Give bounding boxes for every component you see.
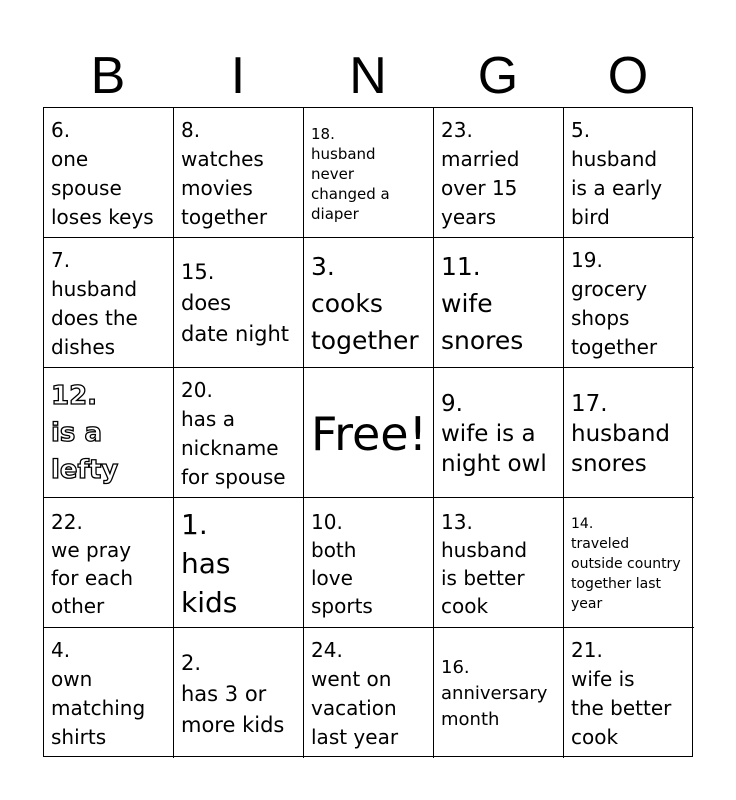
cell-text: 6. one spouse loses keys	[51, 117, 154, 229]
header-letter-g: G	[477, 47, 519, 105]
cell-text: 11. wife snores	[441, 252, 524, 355]
cell-text: 8. watches movies together	[181, 117, 268, 229]
cell-text: 19. grocery shops together	[571, 247, 658, 359]
bingo-cell[interactable]	[44, 238, 174, 368]
bingo-cell[interactable]	[434, 108, 564, 238]
bingo-cell[interactable]	[564, 498, 694, 628]
bingo-cell[interactable]	[434, 498, 564, 628]
bingo-cell[interactable]	[304, 628, 434, 758]
bingo-cell[interactable]	[44, 498, 174, 628]
cell-text: 3. cooks together	[311, 252, 419, 355]
cell-text: 22. we pray for each other	[51, 509, 134, 618]
cell-text: 14. traveled outside country together last year	[571, 515, 681, 612]
bingo-cell[interactable]	[174, 498, 304, 628]
free-space-cell[interactable]	[304, 368, 434, 498]
header-letter-o: O	[607, 47, 649, 105]
cell-text: 12. is a lefty	[51, 381, 119, 485]
cell-text: 20. has a nickname for spouse	[181, 377, 286, 489]
bingo-cell[interactable]	[174, 238, 304, 368]
cell-text: 1. has kids	[181, 508, 238, 619]
cell-text: 17. husband snores	[571, 390, 671, 477]
cell-text: 13. husband is better cook	[441, 509, 528, 618]
bingo-header	[43, 44, 693, 108]
cell-text: 10. both love sports	[311, 509, 373, 618]
bingo-cell[interactable]	[564, 368, 694, 498]
bingo-cell[interactable]	[434, 238, 564, 368]
bingo-cell[interactable]	[304, 238, 434, 368]
bingo-cell[interactable]	[174, 108, 304, 238]
bingo-cell[interactable]	[44, 108, 174, 238]
bingo-cell[interactable]	[564, 108, 694, 238]
bingo-card-grid	[43, 107, 693, 757]
free-space-text: Free!	[310, 406, 428, 461]
bingo-cell[interactable]	[174, 628, 304, 758]
bingo-cell[interactable]	[44, 628, 174, 758]
bingo-cell[interactable]	[434, 628, 564, 758]
cell-text: 24. went on vacation last year	[311, 638, 399, 749]
cell-text: 18. husband never changed a diaper	[311, 124, 390, 223]
bingo-cell[interactable]	[174, 368, 304, 498]
bingo-cell[interactable]	[304, 498, 434, 628]
cell-text: 4. own matching shirts	[51, 638, 146, 749]
bingo-cell[interactable]	[564, 238, 694, 368]
header-letter-n: N	[349, 47, 387, 105]
cell-text: 16. anniversary month	[441, 657, 548, 730]
bingo-cell[interactable]	[434, 368, 564, 498]
bingo-cell[interactable]	[564, 628, 694, 758]
cell-text: 15. does date night	[181, 260, 290, 346]
cell-text: 9. wife is a night owl	[441, 390, 547, 477]
bingo-cell[interactable]	[44, 368, 174, 498]
header-letter-b: B	[90, 47, 126, 105]
cell-text: 23. married over 15 years	[441, 117, 520, 229]
cell-text: 21. wife is the better cook	[571, 638, 672, 749]
bingo-cell[interactable]	[304, 108, 434, 238]
cell-text: 2. has 3 or more kids	[181, 650, 285, 737]
header-letter-i: I	[230, 47, 246, 105]
cell-text: 5. husband is a early bird	[571, 117, 663, 229]
cell-text: 7. husband does the dishes	[51, 247, 138, 359]
